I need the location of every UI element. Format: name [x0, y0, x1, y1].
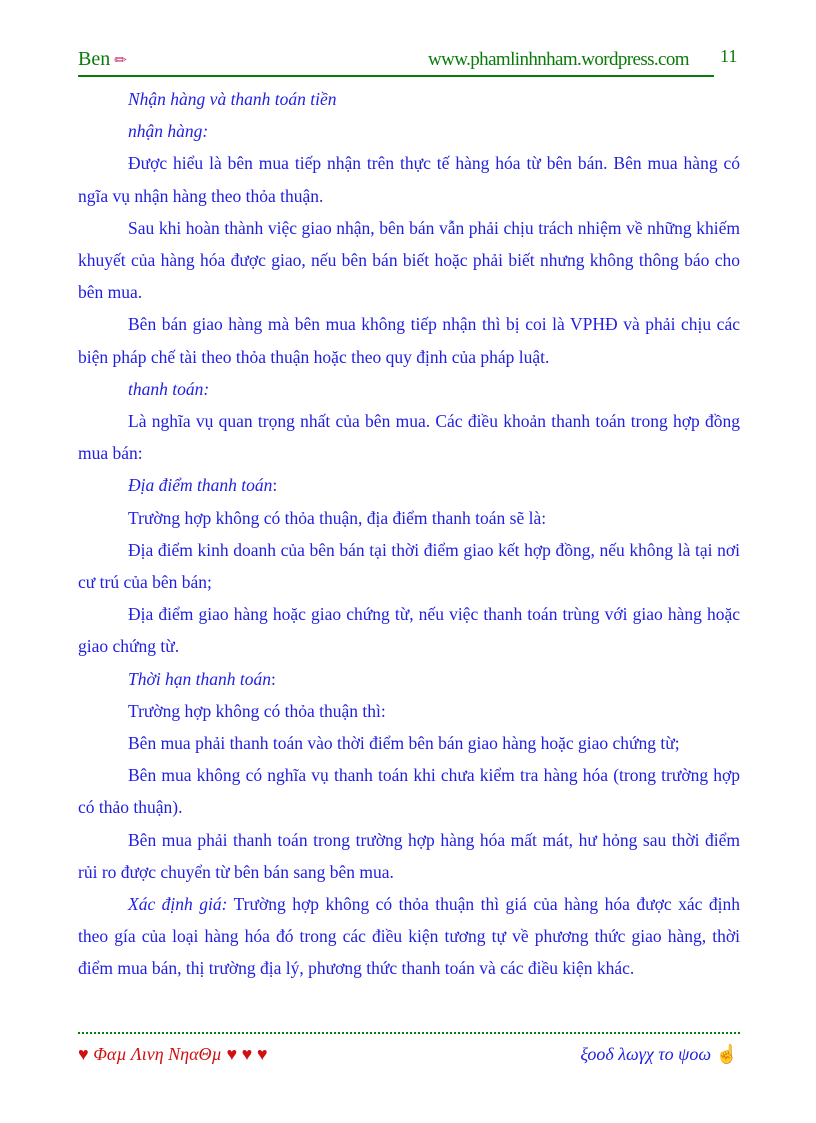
paragraph: Trường hợp không có thỏa thuận, địa điểm thanh toán sẽ là:: [128, 507, 547, 528]
header-url[interactable]: www.phamlinhnham.wordpress.com: [428, 49, 689, 70]
footer-right: [580, 1044, 738, 1065]
payment-place-colon: :: [272, 475, 278, 496]
price-text: Trường hợp không có thỏa thuận thì giá của hàng hóa được xác định theo gía của loại hàng hóa đó trong các điều kiện tương tự về phương thức giao hàng, thời điểm mua bán, thị trường địa lý, phương thức thanh toán và các điều kiện khác.: [78, 894, 740, 979]
payment-place-label: Địa điểm thanh toán: [128, 475, 273, 496]
hearts-icon: ♥ ♥ ♥: [226, 1044, 268, 1064]
footer-left: [78, 1044, 268, 1065]
footer-divider: [78, 1032, 740, 1034]
pointing-hand-icon: ☝: [715, 1044, 738, 1064]
header-divider: [78, 75, 714, 77]
subheading-payment: thanh toán:: [128, 378, 210, 399]
page-header: [78, 46, 738, 76]
subheading-payment-place: [78, 469, 740, 501]
paragraph: Bên mua phải thanh toán vào thời điểm bên bán giao hàng hoặc giao chứng từ;: [128, 733, 680, 754]
paragraph: Bên bán giao hàng mà bên mua không tiếp nhận thì bị coi là VPHĐ và phải chịu các biện pháp chế tài theo thỏa thuận hoặc theo quy định của pháp luật.: [78, 314, 740, 367]
footer-slogan: ξοοδ λωγχ το ψοω: [580, 1044, 712, 1064]
payment-time-label: Thời hạn thanh toán: [128, 668, 272, 689]
paragraph-price: [78, 888, 740, 985]
page-body: [78, 83, 740, 985]
payment-time-colon: :: [271, 668, 276, 689]
header-left: [78, 48, 127, 71]
heart-icon: ♥: [78, 1044, 89, 1064]
page-number: 11: [720, 46, 738, 66]
paragraph: Địa điểm giao hàng hoặc giao chứng từ, nếu việc thanh toán trùng với giao hàng hoặc giao chứng từ.: [78, 604, 740, 657]
price-label: Xác định giá:: [128, 894, 228, 915]
paragraph: Bên mua phải thanh toán trong trường hợp hàng hóa mất mát, hư hỏng sau thời điểm rủi ro được chuyển từ bên bán sang bên mua.: [78, 829, 740, 882]
footer-author: Φαµ Λινη ΝηαΘµ: [93, 1044, 222, 1064]
pencil-icon: ✏: [114, 53, 127, 69]
paragraph: Trường hợp không có thỏa thuận thì:: [128, 700, 386, 721]
paragraph: Được hiểu là bên mua tiếp nhận trên thực tế hàng hóa từ bên bán. Bên mua hàng có ngĩa vụ nhận hàng theo thỏa thuận.: [78, 153, 740, 206]
header-title: Ben: [78, 48, 111, 70]
subheading-payment-time: [78, 663, 740, 695]
paragraph: Địa điểm kinh doanh của bên bán tại thời điểm giao kết hợp đồng, nếu không là tại nơi cư trú của bên bán;: [78, 539, 740, 593]
paragraph: Sau khi hoàn thành việc giao nhận, bên bán vẫn phải chịu trách nhiệm về những khiếm khuyết của hàng hóa được giao, nếu bên bán biết hoặc phải biết nhưng không thông báo cho bên mua.: [78, 217, 740, 303]
section-heading: Nhận hàng và thanh toán tiền: [128, 89, 337, 109]
paragraph: Bên mua không có nghĩa vụ thanh toán khi chưa kiểm tra hàng hóa (trong trường hợp có thảo thuận).: [78, 765, 740, 818]
subheading-receiving: nhận hàng:: [128, 121, 209, 142]
paragraph: Là nghĩa vụ quan trọng nhất của bên mua. Các điều khoản thanh toán trong hợp đồng mua bán:: [78, 411, 740, 464]
